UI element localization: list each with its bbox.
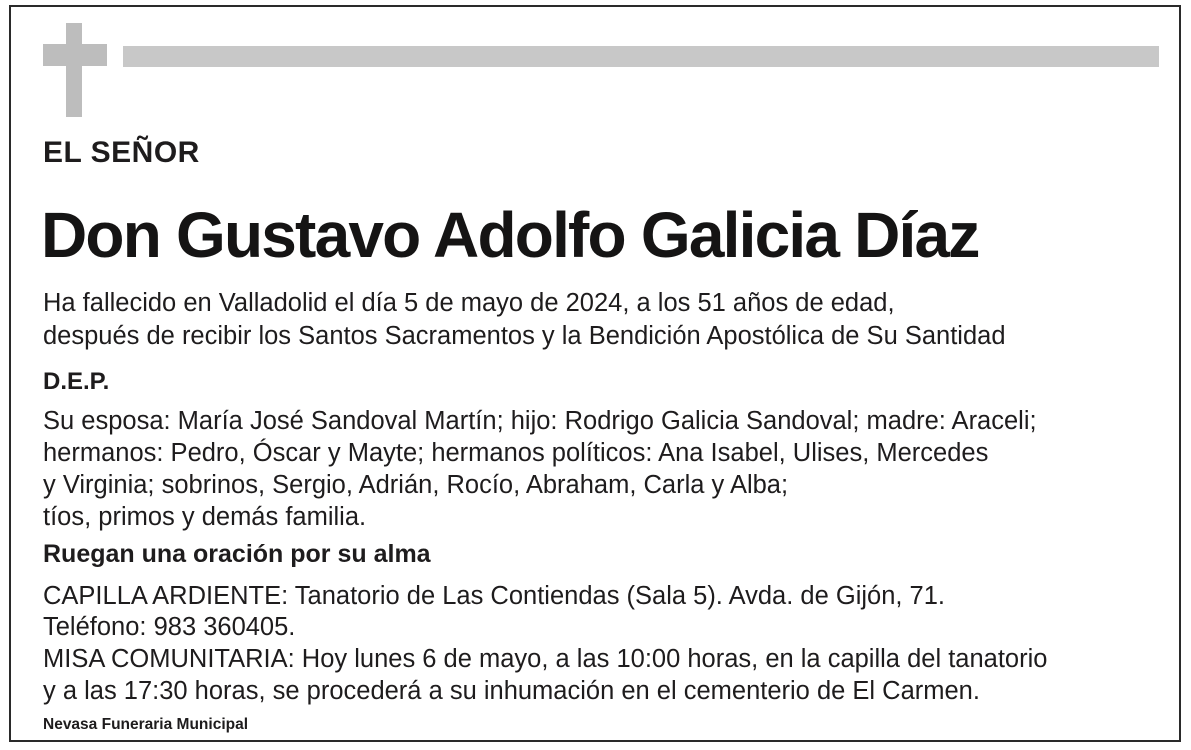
title-prefix: EL SEÑOR (43, 136, 200, 169)
family-line-2: hermanos: Pedro, Óscar y Mayte; hermanos políticos: Ana Isabel, Ulises, Mercedes (43, 439, 989, 467)
header-rule (123, 46, 1159, 67)
details-line-4: y a las 17:30 horas, se procederá a su inhumación en el cementerio de El Carmen. (43, 677, 980, 705)
deceased-name: Don Gustavo Adolfo Galicia Díaz (41, 199, 979, 271)
family-line-3: y Virginia; sobrinos, Sergio, Adrián, Rocío, Abraham, Carla y Alba; (43, 471, 789, 499)
family-line-1: Su esposa: María José Sandoval Martín; hijo: Rodrigo Galicia Sandoval; madre: Araceli; (43, 407, 1037, 435)
cross-vertical-bar (66, 23, 82, 117)
announcement-line-1: Ha fallecido en Valladolid el día 5 de mayo de 2024, a los 51 años de edad, (43, 289, 895, 317)
funeral-home-name: Nevasa Funeraria Municipal (43, 716, 249, 733)
cross-horizontal-bar (43, 44, 107, 66)
details-line-3: MISA COMUNITARIA: Hoy lunes 6 de mayo, a las 10:00 horas, en la capilla del tanatorio (43, 645, 1048, 673)
announcement-line-2: después de recibir los Santos Sacramentos y la Bendición Apostólica de Su Santidad (43, 322, 1006, 350)
details-line-1: CAPILLA ARDIENTE: Tanatorio de Las Contiendas (Sala 5). Avda. de Gijón, 71. (43, 582, 946, 610)
details-line-2: Teléfono: 983 360405. (43, 613, 296, 641)
prayer-request: Ruegan una oración por su alma (43, 540, 431, 568)
dep-label: D.E.P. (43, 368, 110, 395)
family-line-4: tíos, primos y demás familia. (43, 503, 367, 531)
